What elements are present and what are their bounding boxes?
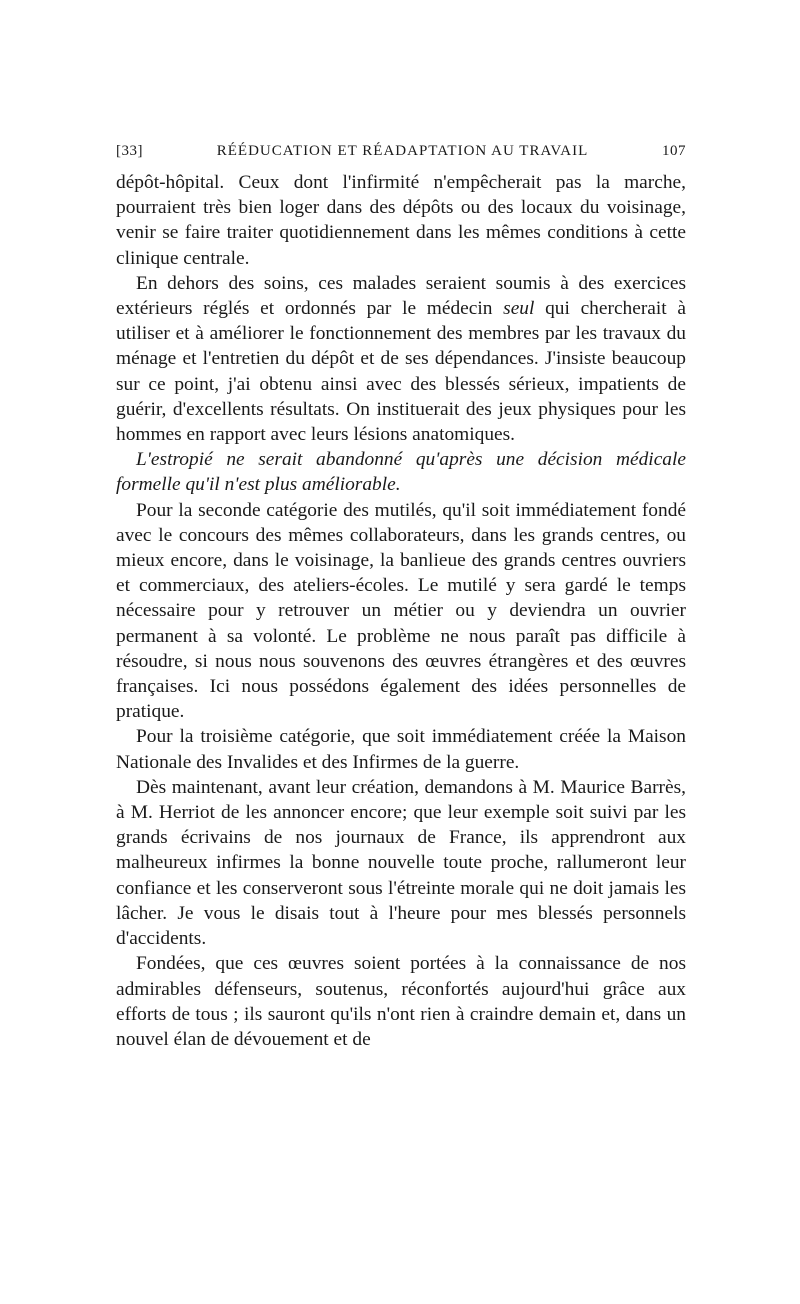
section-number: [33] [116, 143, 143, 159]
paragraph: dépôt-hôpital. Ceux dont l'infirmité n'empêcherait pas la marche, pourraient très bien loger dans des dépôts ou des locaux du voisinage, venir se faire traiter quotidiennement dans les mêmes conditions à cette clinique centrale. [116, 172, 686, 269]
page-number: 107 [662, 143, 686, 159]
paragraph [116, 271, 686, 447]
paragraph: Pour la troisième catégorie, que soit immédiatement créée la Maison Nationale des Invalides et des Infirmes de la guerre. [116, 726, 686, 773]
body-text [116, 170, 686, 1052]
paragraph: Pour la seconde catégorie des mutilés, qu'il soit immédiatement fondé avec le concours des mêmes collaborateurs, dans les grands centres, ou mieux encore, dans le voisinage, la banlieue des grands centres ouvriers et commerciaux, des ateliers-écoles. Le mutilé y sera gardé le temps nécessaire pour y retrouver un métier ou y deviendra un ouvrier permanent à sa volonté. Le problème ne nous paraît pas difficile à résoudre, si nous nous souvenons des œuvres étrangères et des œuvres françaises. Ici nous possédons également des idées personnelles de pratique. [116, 499, 686, 723]
italic-paragraph: L'estropié ne serait abandonné qu'après une décision médicale formelle qu'il n'est plus améliorable. [116, 449, 686, 496]
running-title: RÉÉDUCATION ET RÉADAPTATION AU TRAVAIL [216, 143, 589, 159]
paragraph-text: qui chercherait à utiliser et à améliorer le fonctionnement des membres par les travaux du ménage et l'entretien du dépôt et de ses dépendances. J'insiste beaucoup sur ce point, j'ai obtenu ainsi avec des blessés sérieux, impatients de guérir, d'excellents résultats. On instituerait des jeux physiques pour les hommes en rapport avec leurs lésions anatomiques. [116, 298, 686, 446]
emphasis-text: seul [503, 298, 535, 320]
paragraph-text: En dehors des soins, ces malades seraient soumis à des exercices extérieurs réglés et ordonnés par le médecin [116, 272, 686, 320]
paragraph: Dès maintenant, avant leur création, demandons à M. Maurice Barrès, à M. Herriot de les annoncer encore; que leur exemple soit suivi par les grands écrivains de nos journaux de France, ils apprendront aux malheureux infirmes la bonne nouvelle toute proche, rallumeront leur confiance et les conserveront sous l'étreinte morale qui ne doit jamais les lâcher. Je vous le disais tout à l'heure pour mes blessés personnels d'accidents. [116, 776, 686, 950]
book-page [116, 143, 686, 1052]
running-header [116, 143, 686, 160]
paragraph: Fondées, que ces œuvres soient portées à la connaissance de nos admirables défenseurs, soutenus, réconfortés aujourd'hui grâce aux efforts de tous ; ils sauront qu'ils n'ont rien à craindre demain et, dans un nouvel élan de dévouement et de [116, 953, 686, 1050]
